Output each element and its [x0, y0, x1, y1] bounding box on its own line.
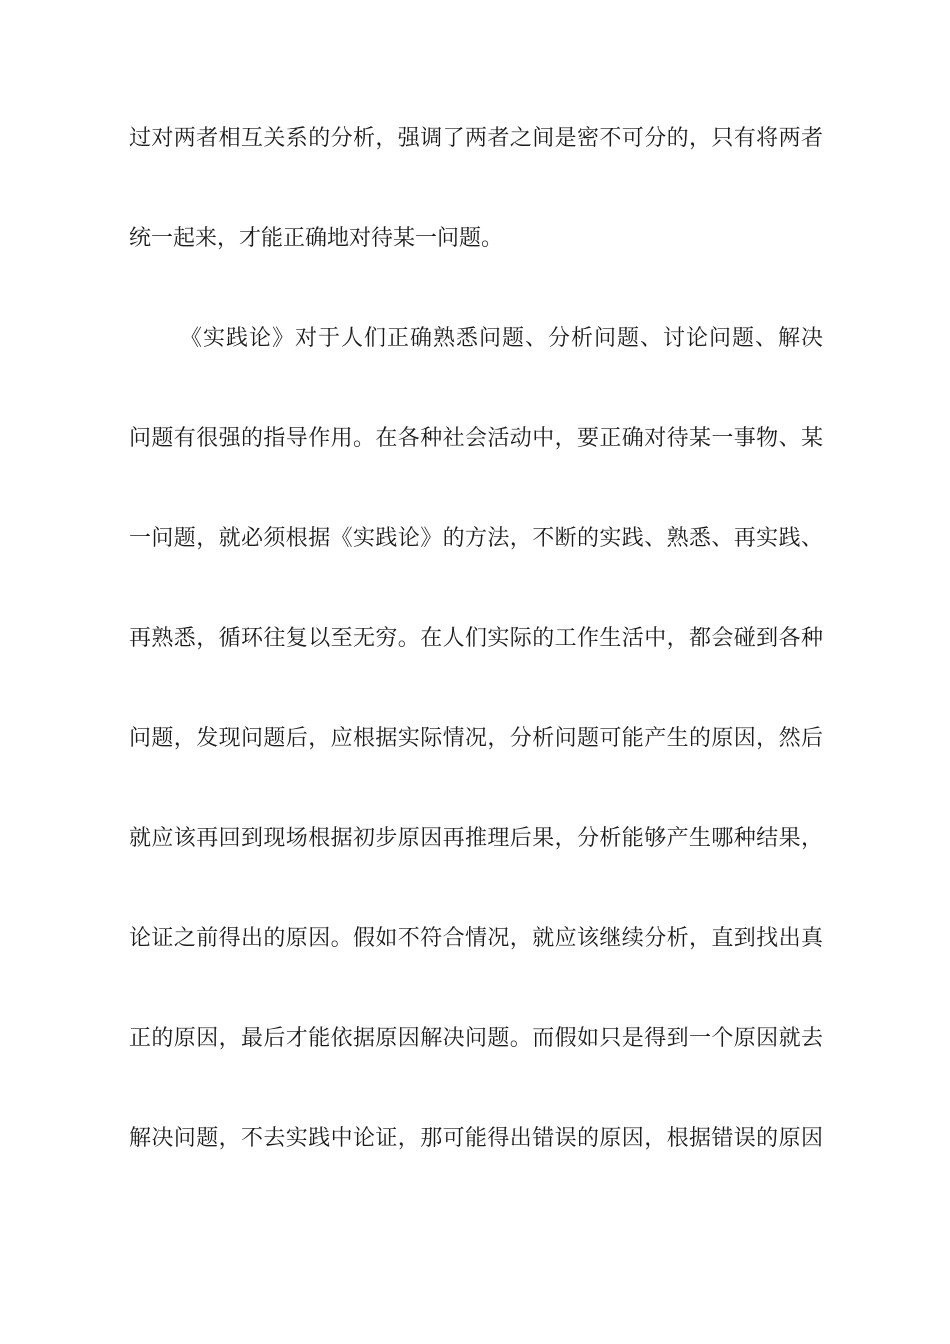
text-line: 统一起来，才能正确地对待某一问题。 — [129, 226, 504, 251]
text-line: 再熟悉，循环往复以至无穷。在人们实际的工作生活中，都会碰到各种 — [129, 626, 823, 651]
text-line: 问题，发现问题后，应根据实际情况，分析问题可能产生的原因，然后 — [129, 726, 823, 751]
text-line: 解决问题，不去实践中论证，那可能得出错误的原因，根据错误的原因 — [129, 1126, 823, 1151]
text-line: 就应该再回到现场根据初步原因再推理后果，分析能够产生哪种结果， — [129, 826, 823, 851]
text-line: 问题有很强的指导作用。在各种社会活动中，要正确对待某一事物、某 — [129, 426, 823, 451]
text-line: 正的原因，最后才能依据原因解决问题。而假如只是得到一个原因就去 — [129, 1026, 823, 1051]
text-line: 过对两者相互关系的分析，强调了两者之间是密不可分的，只有将两者 — [129, 126, 823, 151]
text-line: 论证之前得出的原因。假如不符合情况，就应该继续分析，直到找出真 — [129, 926, 823, 951]
text-line: 一问题，就必须根据《实践论》的方法，不断的实践、熟悉、再实践、 — [129, 526, 823, 551]
text-line: 《实践论》对于人们正确熟悉问题、分析问题、讨论问题、解决 — [180, 326, 823, 351]
